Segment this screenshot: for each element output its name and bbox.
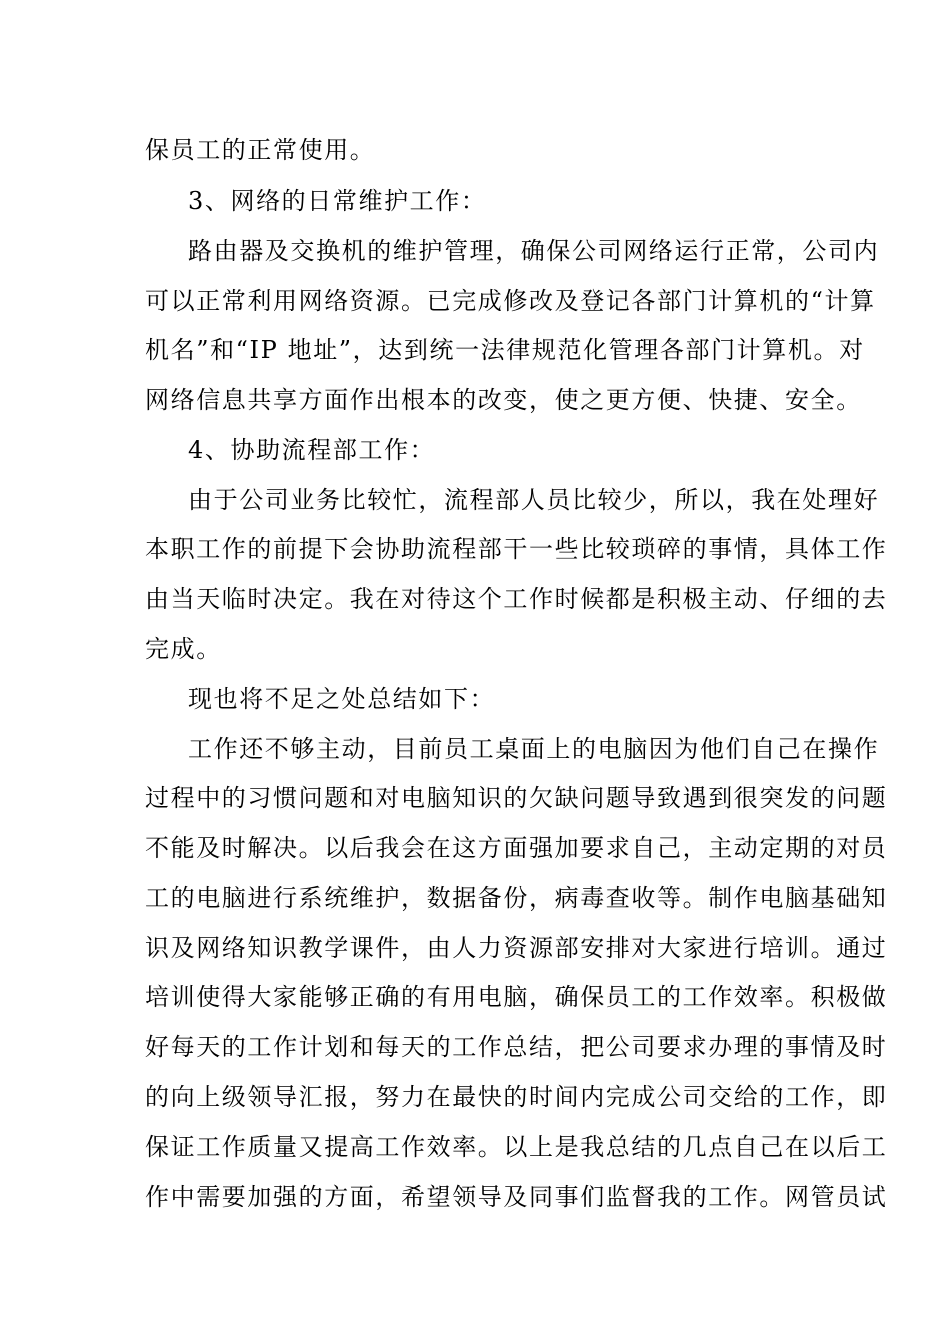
- text-line: 由当天临时决定。我在对待这个工作时候都是积极主动、仔细的去: [145, 585, 888, 613]
- text-line: 网络信息共享方面作出根本的改变，使之更方便、快捷、安全。: [145, 386, 862, 414]
- text-line: 完成。: [145, 635, 222, 663]
- text-line: 不能及时解决。以后我会在这方面强加要求自己，主动定期的对员: [145, 834, 888, 862]
- text-line: 本职工作的前提下会协助流程部干一些比较琐碎的事情，具体工作: [145, 535, 888, 563]
- text-line: 作中需要加强的方面，希望领导及同事们监督我的工作。网管员试: [145, 1183, 888, 1211]
- section-heading: 3、网络的日常维护工作：: [188, 187, 487, 215]
- text-line: 保证工作质量又提高工作效率。以上是我总结的几点自己在以后工: [145, 1133, 888, 1161]
- text-line: 工的电脑进行系统维护，数据备份，病毒查收等。制作电脑基础知: [145, 884, 888, 912]
- text-line: 的向上级领导汇报，努力在最快的时间内完成公司交给的工作，即: [145, 1083, 888, 1111]
- text-line: 可以正常利用网络资源。已完成修改及登记各部门计算机的“计算: [145, 287, 876, 315]
- section-heading: 现也将不足之处总结如下：: [188, 685, 496, 713]
- text-line: 机名”和“IP 地址”，达到统一法律规范化管理各部门计算机。对: [145, 336, 865, 364]
- text-line: 工作还不够主动，目前员工桌面上的电脑因为他们自己在操作: [188, 735, 880, 763]
- text-line: 识及网络知识教学课件，由人力资源部安排对大家进行培训。通过: [145, 934, 888, 962]
- text-line: 保员工的正常使用。: [145, 136, 376, 164]
- text-line: 好每天的工作计划和每天的工作总结，把公司要求办理的事情及时: [145, 1033, 888, 1061]
- text-line: 由于公司业务比较忙，流程部人员比较少，所以，我在处理好: [188, 486, 880, 514]
- text-line: 培训使得大家能够正确的有用电脑，确保员工的工作效率。积极做: [145, 983, 888, 1011]
- text-line: 路由器及交换机的维护管理，确保公司网络运行正常，公司内: [188, 237, 880, 265]
- section-heading: 4、协助流程部工作：: [188, 436, 436, 464]
- text-line: 过程中的习惯问题和对电脑知识的欠缺问题导致遇到很突发的问题: [145, 784, 888, 812]
